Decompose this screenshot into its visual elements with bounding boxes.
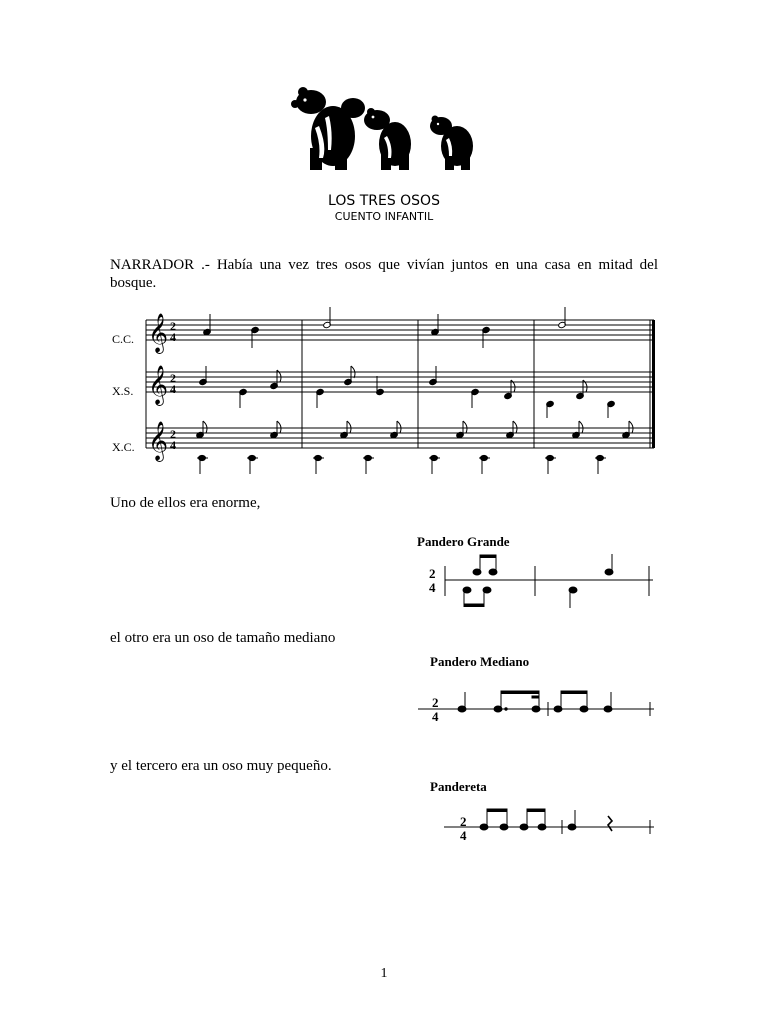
pandereta-rhythm [444,806,656,850]
document-subtitle: CUENTO INFANTIL [334,210,434,223]
story-line-1: Uno de ellos era enorme, [110,495,261,511]
time-signature-top: 2 [170,427,176,441]
staff-label-xs: X.S. [112,384,134,398]
time-signature-bottom: 4 [170,382,176,396]
story-line-3: y el tercero era un oso muy pequeño. [110,758,332,774]
time-signature-top: 2 [170,371,176,385]
time-signature-bottom: 4 [429,580,436,595]
pandero-mediano-rhythm [418,682,658,726]
treble-clef-icon: 𝄞 [148,367,169,404]
document-title: LOS TRES OSOS [328,193,440,209]
treble-clef-icon: 𝄞 [148,423,169,460]
time-signature-top: 2 [429,566,436,581]
time-signature-bottom: 4 [170,438,176,452]
time-signature-top: 2 [432,695,439,710]
instrument-label-pandero-mediano: Pandero Mediano [430,654,530,669]
staff-label-xc: X.C. [112,440,135,454]
instrument-label-pandero-grande: Pandero Grande [417,534,510,549]
treble-clef-icon: 𝄞 [148,315,169,352]
time-signature-bottom: 4 [170,330,176,344]
page-number: 1 [380,966,388,981]
three-bears-illustration [285,86,485,172]
instrument-label-pandereta: Pandereta [430,779,487,794]
time-signature-top: 2 [460,814,467,829]
time-signature-bottom: 4 [432,709,439,724]
narrator-paragraph: NARRADOR .- Había una vez tres osos que vivían juntos en una casa en mitad del bosque. [110,257,658,291]
time-signature-bottom: 4 [460,828,467,843]
story-line-2: el otro era un oso de tamaño mediano [110,630,336,646]
pandero-grande-rhythm [425,552,657,614]
time-signature-top: 2 [170,319,176,333]
music-score [108,300,660,490]
staff-label-cc: C.C. [112,332,135,346]
